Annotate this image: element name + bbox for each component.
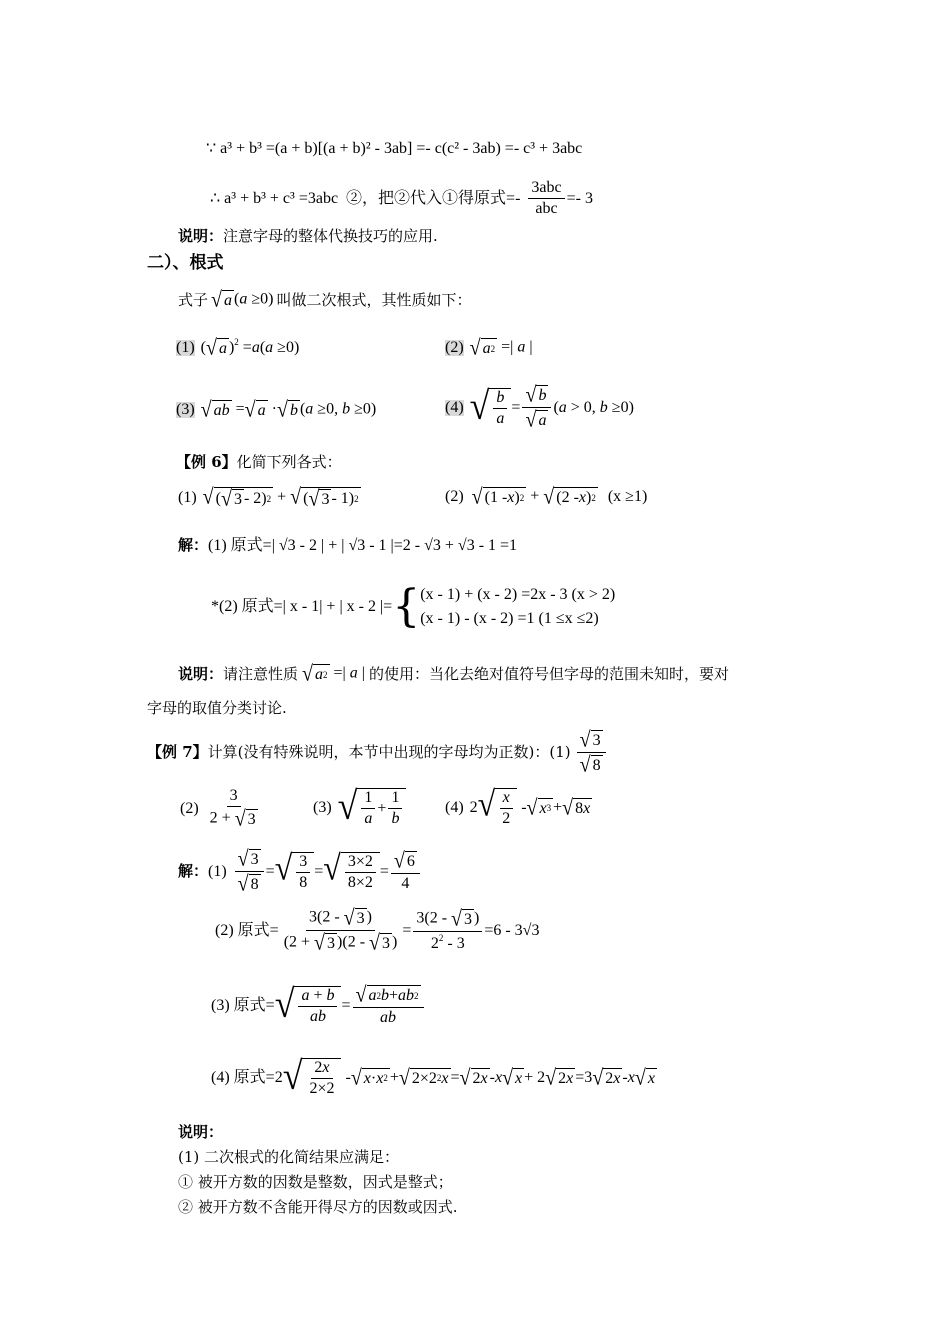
solution-text: *(2) 原式=| x - 1| + | x - 2 |= xyxy=(211,598,393,615)
note-2-line-1 xyxy=(178,661,729,687)
solution-6-part-2 xyxy=(211,581,616,632)
note-label: 说明： xyxy=(178,1123,224,1141)
solution-text: (1) 原式=| √3 - 2 | + | √3 - 1 |=2 - √3 + √3 - 1 =1 xyxy=(208,537,518,554)
piecewise-cases xyxy=(420,587,615,627)
solution-7-part-4: (4) 原式= 2 √ $\frac{2x}{2\times 2}$ - √ x · x 2 + √ 2×2 2 x = √ 2 x - x √ x + 2 √ 2 x =3 √ 2 x - x √ x xyxy=(211,1053,655,1098)
property-formula: √ a 2 =| a | xyxy=(302,661,365,687)
property-1: (1) ( √ a )$^2$ =a(a ≥0) xyxy=(176,336,300,361)
left-brace: { xyxy=(392,581,421,632)
case-1: (x - 1) + (x - 2) =2x - 3 (x > 2) xyxy=(420,586,616,603)
solution-6-part-1 xyxy=(178,538,517,554)
example-6-problem-2: (2) √ (1 - x ) 2 + √ (2 - x ) 2 (x ≥1) xyxy=(445,484,648,510)
section-title xyxy=(147,255,224,272)
example-7-problem-2: (2) 3 2 + √ 3 xyxy=(180,787,256,832)
property-3: (3) √ ab = √ a · √ b (a ≥0, b ≥0) xyxy=(176,397,377,423)
section-title-text: 二）、根式 xyxy=(147,253,224,273)
example-6-heading xyxy=(176,455,342,470)
note-2-line-2 xyxy=(147,701,287,716)
note-text: (1) 二次根式的化简结果应满足： xyxy=(178,1148,400,1166)
note-3-line-3 xyxy=(178,1200,458,1215)
property-number: (4) xyxy=(445,398,464,416)
example-6-problem-1: (1) √ ( √ 3 - 2) 2 + √ ( √ 3 - 1) 2 xyxy=(178,484,359,512)
problem-number: (4) xyxy=(445,798,464,816)
equation-line-1 xyxy=(206,141,582,157)
case-2: (x - 1) - (x - 2) =1 (1 ≤x ≤2) xyxy=(420,610,599,627)
definition-line xyxy=(178,287,472,313)
fraction-denominator: abc xyxy=(535,200,558,217)
solution-text: (2) 原式= xyxy=(215,921,279,939)
problem-number: (2) xyxy=(180,799,199,817)
fraction xyxy=(528,180,564,217)
equation-line-2 xyxy=(210,180,593,217)
equation-text: ∴ a³ + b³ + c³ =3abc xyxy=(210,189,339,207)
fraction-numerator: 3abc xyxy=(528,180,564,199)
note-text: 请注意性质 xyxy=(223,664,299,683)
definition-prefix: 式子 xyxy=(178,290,209,309)
example-label: 【例 6】 xyxy=(176,453,237,471)
note-3-line-1 xyxy=(178,1150,399,1165)
solution-7-part-2: (2) 原式= 3(2 - √ 3 ) (2 + √ 3 )(2 - √ 3 ) = 3(2 - √ 3 ) $2^2 - 3$ =6 - 3√3 xyxy=(215,905,540,956)
example-text: 计算(没有特殊说明，本节中出现的字母均为正数)：(1) xyxy=(207,743,571,761)
solution-number: (1) xyxy=(208,862,227,880)
note-text: 注意字母的整体代换技巧的应用. xyxy=(223,227,438,245)
problem-number: (1) xyxy=(178,489,197,506)
note-label: 说明： xyxy=(178,227,224,245)
definition-suffix: 叫做二次根式，其性质如下： xyxy=(276,290,472,309)
problem-number: (2) xyxy=(445,488,464,505)
solution-label: 解： xyxy=(178,862,209,880)
problem-number: (3) xyxy=(313,798,332,816)
property-4: (4) √ $\frac{b}{a}$ = √ b √ a (a > 0, b ≥0) xyxy=(445,382,634,433)
problem-condition: (x ≥1) xyxy=(607,488,648,505)
solution-label: 解： xyxy=(178,536,209,554)
solution-text: (4) 原式= xyxy=(211,1068,275,1086)
note-text: 字母的取值分类讨论. xyxy=(147,699,287,717)
solution-text: (3) 原式= xyxy=(211,996,275,1014)
example-7-heading xyxy=(147,727,608,778)
property-number: (1) xyxy=(176,339,195,357)
solution-7-part-1: 解： (1) √ 3 √ 8 = √ $\frac{3}{8}$ = √ $\frac{3\times 2}{8\times 2}$ = √ 6 4 xyxy=(178,849,422,894)
example-7-problem-4: (4) 2 √ $\frac{x}{2}$ - √ x 3 + √ 8 x xyxy=(445,783,591,827)
note-3-line-2 xyxy=(178,1175,453,1190)
equation-text-cn: ②，把②代入①得原式=- xyxy=(346,189,521,207)
radical-definition: √ a (a ≥0) xyxy=(211,287,274,313)
note-label: 说明： xyxy=(178,664,224,683)
example-7-problem-3: (3) √ $\frac{1}{a}$ + $\frac{1}{b}$ xyxy=(313,788,406,827)
property-2: (2) √ a 2 =| a | xyxy=(445,335,533,361)
example-text: 化简下列各式： xyxy=(236,453,342,471)
note-1 xyxy=(178,229,438,244)
equation-text: ∵ a³ + b³ =(a + b)[(a + b)² - 3ab] =- c(c² - 3ab) =- c³ + 3abc xyxy=(206,140,583,157)
fraction: √ 3 √ 8 xyxy=(577,730,606,775)
property-number: (2) xyxy=(445,339,464,356)
equation-result: =- 3 xyxy=(566,189,593,207)
solution-result: =6 - 3√3 xyxy=(484,921,540,939)
note-text: 的使用：当化去绝对值符号但字母的范围未知时，要对 xyxy=(368,664,729,683)
property-number: (3) xyxy=(176,401,195,418)
solution-7-part-3: (3) 原式= √ $\frac{a + b}{ab}$ = √ a 2 b + ab 2 ab xyxy=(211,985,426,1026)
note-text: ② 被开方数不含能开得尽方的因数或因式. xyxy=(178,1198,458,1216)
example-label: 【例 7】 xyxy=(147,743,208,761)
note-text: ① 被开方数的因数是整数，因式是整式； xyxy=(178,1173,453,1191)
note-3-label xyxy=(178,1125,223,1140)
